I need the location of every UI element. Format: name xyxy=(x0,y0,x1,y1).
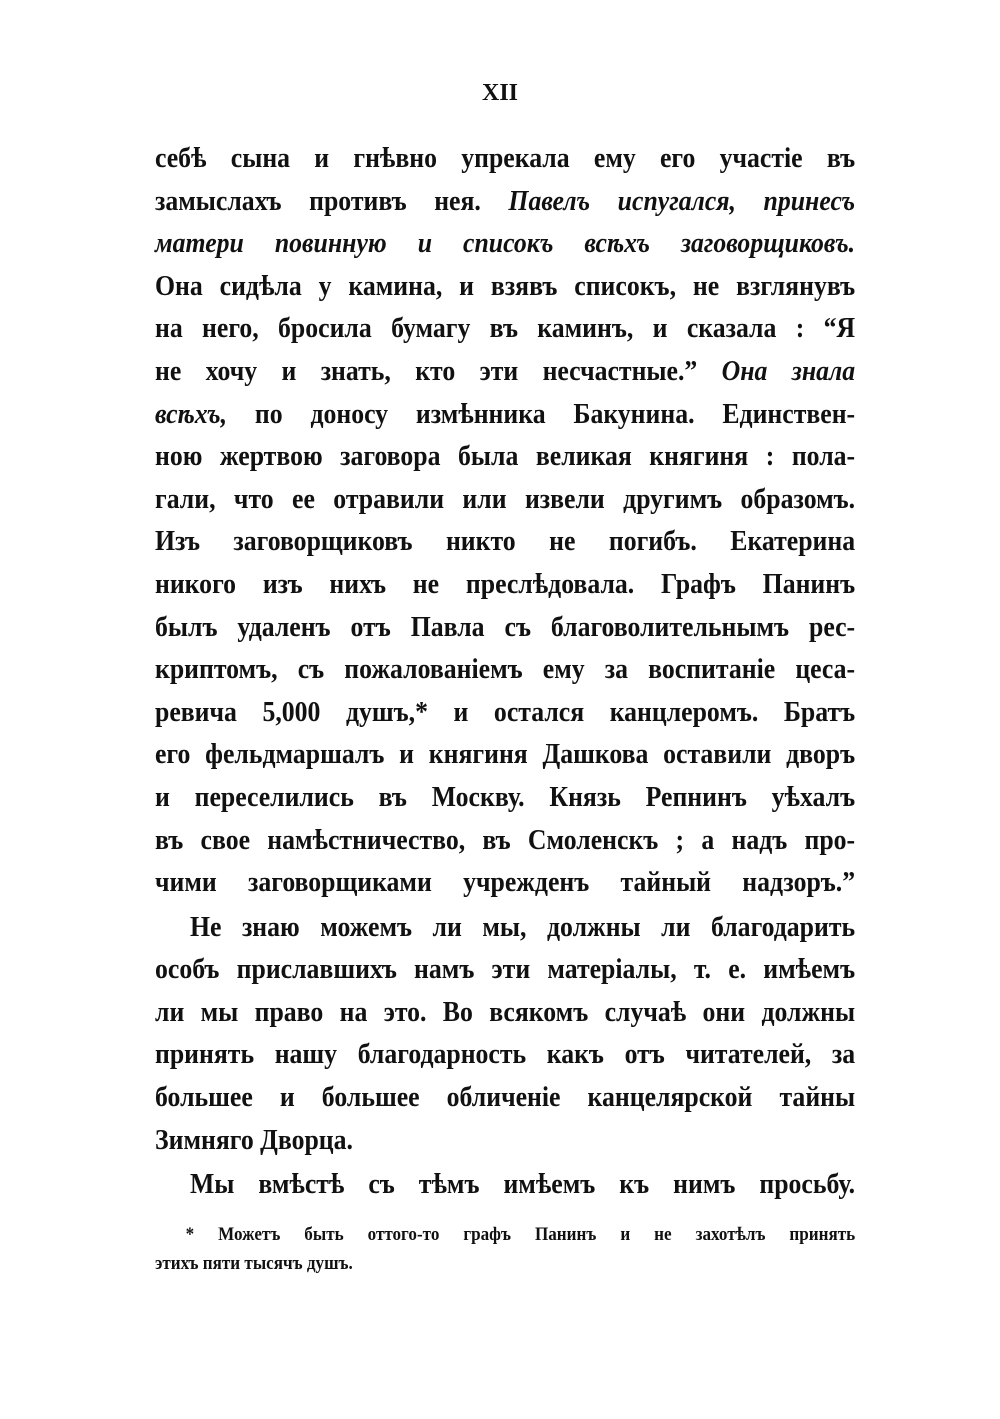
text-run: никого изъ нихъ не преслѣдовала. Графъ Панинъ xyxy=(155,568,856,600)
text-line xyxy=(155,992,855,1035)
text-run: Мы вмѣстѣ съ тѣмъ имѣемъ къ нимъ просьбу. xyxy=(189,1169,856,1201)
text-run: на него, бросила бумагу въ каминъ, и сказала : “Я xyxy=(155,313,856,345)
text-run: не хочу и знать, кто эти несчастные.” xyxy=(155,355,722,387)
text-run: въ свое намѣстничество, въ Смоленскъ ; а надъ про- xyxy=(155,824,856,856)
text-run: ревича 5,000 душъ,* и остался канцлеромъ. Братъ xyxy=(155,696,856,728)
footnote-line: этихъ пяти тысячъ душъ. xyxy=(155,1253,353,1274)
text-run: принять нашу благодарность какъ отъ читателей, за xyxy=(155,1039,856,1071)
footnote-line: * Можетъ быть оттого-то графъ Панинъ и не захотѣлъ принять xyxy=(185,1224,856,1245)
text-line xyxy=(155,564,855,607)
page-number: XII xyxy=(481,80,518,106)
italic-text: всѣхъ, xyxy=(155,398,228,430)
italic-text: Павелъ испугался, принесъ xyxy=(508,185,856,217)
text-line xyxy=(155,1164,855,1207)
text-line xyxy=(155,649,855,692)
text-line xyxy=(155,949,855,992)
text-run: ною жертвою заговора была великая княгиня : пола- xyxy=(155,441,856,473)
text-line xyxy=(155,607,855,650)
text-line xyxy=(155,266,855,309)
text-line xyxy=(155,138,855,181)
text-run: большее и большее обличеніе канцелярской тайны xyxy=(155,1082,856,1114)
text-line xyxy=(155,479,855,522)
text-line xyxy=(155,907,855,950)
text-line xyxy=(155,820,855,863)
text-line xyxy=(155,351,855,394)
text-line xyxy=(155,181,855,224)
text-run: Зимняго Дворца. xyxy=(155,1124,353,1156)
text-run: криптомъ, съ пожалованіемъ ему за воспитаніе цеса- xyxy=(155,654,856,686)
body-text xyxy=(155,138,855,1207)
text-run: его фельдмаршалъ и княгиня Дашкова оставили дворъ xyxy=(155,739,856,771)
text-line xyxy=(155,223,855,266)
text-run: по доносу измѣнника Бакунина. Единствен- xyxy=(227,398,856,430)
text-line xyxy=(155,862,855,905)
text-line xyxy=(155,308,855,351)
text-run: Она сидѣла у камина, и взявъ списокъ, не взглянувъ xyxy=(155,270,856,302)
text-line xyxy=(155,777,855,820)
text-run: замыслахъ противъ нея. xyxy=(155,185,509,217)
footnote xyxy=(155,1220,855,1278)
text-run: Не знаю можемъ ли мы, должны ли благодарить xyxy=(189,911,856,943)
text-run: особъ приславшихъ намъ эти матеріалы, т. е. имѣемъ xyxy=(155,954,856,986)
text-line xyxy=(155,394,855,437)
text-line xyxy=(155,1120,855,1163)
text-run: и переселились въ Москву. Князь Репнинъ уѣхалъ xyxy=(155,781,856,813)
text-run: гали, что ее отравили или извели другимъ образомъ. xyxy=(155,483,856,515)
text-line xyxy=(155,692,855,735)
italic-text: матери повинную и списокъ всѣхъ заговорщиковъ. xyxy=(155,228,856,260)
text-line xyxy=(155,734,855,777)
text-line xyxy=(155,1034,855,1077)
text-run: былъ удаленъ отъ Павла съ благоволительнымъ рес- xyxy=(155,611,856,643)
text-run: ли мы право на это. Во всякомъ случаѣ они должны xyxy=(155,996,856,1028)
text-run: себѣ сына и гнѣвно упрекала ему его участіе въ xyxy=(155,143,856,174)
text-line xyxy=(155,521,855,564)
italic-text: Она знала xyxy=(721,355,856,387)
text-line xyxy=(155,1077,855,1120)
text-run: чими заговорщиками учрежденъ тайный надзоръ.” xyxy=(155,867,856,899)
text-run: Изъ заговорщиковъ никто не погибъ. Екатерина xyxy=(155,526,856,558)
text-line xyxy=(155,436,855,479)
